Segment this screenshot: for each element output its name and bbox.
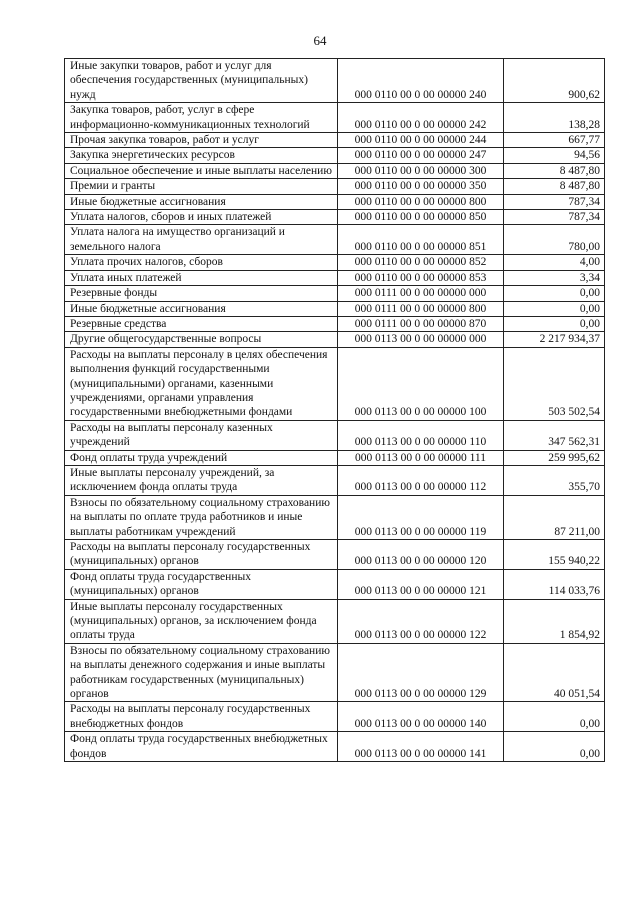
expense-name-cell: Иные бюджетные ассигнования xyxy=(65,301,338,316)
budget-code-cell: 000 0113 00 0 00 00000 120 xyxy=(338,540,504,570)
amount-cell: 114 033,76 xyxy=(504,569,605,599)
expense-name-cell: Взносы по обязательному социальному страхованию на выплаты по оплате труда работников и иные выплаты работникам учреждений xyxy=(65,495,338,539)
amount-cell: 259 995,62 xyxy=(504,450,605,465)
budget-code-cell: 000 0110 00 0 00 00000 244 xyxy=(338,133,504,148)
table-row xyxy=(65,569,605,599)
expense-name-cell: Другие общегосударственные вопросы xyxy=(65,332,338,347)
expense-name-cell: Иные выплаты персоналу учреждений, за исключением фонда оплаты труда xyxy=(65,465,338,495)
table-row xyxy=(65,347,605,420)
budget-code-cell: 000 0111 00 0 00 00000 000 xyxy=(338,286,504,301)
table-row xyxy=(65,702,605,732)
amount-cell: 155 940,22 xyxy=(504,540,605,570)
budget-code-cell: 000 0110 00 0 00 00000 850 xyxy=(338,210,504,225)
table-row xyxy=(65,179,605,194)
budget-code-cell: 000 0113 00 0 00 00000 112 xyxy=(338,465,504,495)
budget-table-body xyxy=(65,59,605,762)
amount-cell: 0,00 xyxy=(504,732,605,762)
table-row xyxy=(65,732,605,762)
budget-table xyxy=(64,58,605,762)
budget-code-cell: 000 0113 00 0 00 00000 100 xyxy=(338,347,504,420)
amount-cell: 787,34 xyxy=(504,194,605,209)
expense-name-cell: Расходы на выплаты персоналу государственных внебюджетных фондов xyxy=(65,702,338,732)
amount-cell: 0,00 xyxy=(504,702,605,732)
table-row xyxy=(65,599,605,643)
expense-name-cell: Расходы на выплаты персоналу государственных (муниципальных) органов xyxy=(65,540,338,570)
amount-cell: 0,00 xyxy=(504,301,605,316)
budget-code-cell: 000 0111 00 0 00 00000 870 xyxy=(338,316,504,331)
table-row xyxy=(65,301,605,316)
budget-code-cell: 000 0113 00 0 00 00000 110 xyxy=(338,420,504,450)
expense-name-cell: Резервные фонды xyxy=(65,286,338,301)
expense-name-cell: Уплата налогов, сборов и иных платежей xyxy=(65,210,338,225)
budget-code-cell: 000 0111 00 0 00 00000 800 xyxy=(338,301,504,316)
table-row xyxy=(65,133,605,148)
amount-cell: 40 051,54 xyxy=(504,643,605,702)
expense-name-cell: Закупка товаров, работ, услуг в сфере информационно-коммуникационных технологий xyxy=(65,103,338,133)
amount-cell: 0,00 xyxy=(504,316,605,331)
amount-cell: 900,62 xyxy=(504,59,605,103)
expense-name-cell: Уплата налога на имущество организаций и земельного налога xyxy=(65,225,338,255)
expense-name-cell: Взносы по обязательному социальному страхованию на выплаты денежного содержания и иные выплаты работникам государственных (муниципальных) органов xyxy=(65,643,338,702)
expense-name-cell: Фонд оплаты труда государственных (муниципальных) органов xyxy=(65,569,338,599)
amount-cell: 347 562,31 xyxy=(504,420,605,450)
amount-cell: 2 217 934,37 xyxy=(504,332,605,347)
budget-code-cell: 000 0110 00 0 00 00000 853 xyxy=(338,270,504,285)
table-row xyxy=(65,316,605,331)
budget-code-cell: 000 0113 00 0 00 00000 122 xyxy=(338,599,504,643)
table-row xyxy=(65,495,605,539)
budget-code-cell: 000 0110 00 0 00 00000 852 xyxy=(338,255,504,270)
table-row xyxy=(65,225,605,255)
budget-code-cell: 000 0110 00 0 00 00000 300 xyxy=(338,163,504,178)
amount-cell: 1 854,92 xyxy=(504,599,605,643)
expense-name-cell: Фонд оплаты труда учреждений xyxy=(65,450,338,465)
table-row xyxy=(65,270,605,285)
amount-cell: 780,00 xyxy=(504,225,605,255)
table-row xyxy=(65,210,605,225)
amount-cell: 4,00 xyxy=(504,255,605,270)
table-row xyxy=(65,465,605,495)
expense-name-cell: Иные бюджетные ассигнования xyxy=(65,194,338,209)
amount-cell: 94,56 xyxy=(504,148,605,163)
budget-code-cell: 000 0113 00 0 00 00000 119 xyxy=(338,495,504,539)
budget-code-cell: 000 0113 00 0 00 00000 121 xyxy=(338,569,504,599)
table-row xyxy=(65,540,605,570)
expense-name-cell: Расходы на выплаты персоналу в целях обеспечения выполнения функций государственными (муниципальными) органами, казенными учреждениями, органами управления государственными внебюджетными фондами xyxy=(65,347,338,420)
amount-cell: 0,00 xyxy=(504,286,605,301)
budget-code-cell: 000 0113 00 0 00 00000 129 xyxy=(338,643,504,702)
table-row xyxy=(65,420,605,450)
budget-code-cell: 000 0110 00 0 00 00000 247 xyxy=(338,148,504,163)
table-row xyxy=(65,332,605,347)
amount-cell: 503 502,54 xyxy=(504,347,605,420)
amount-cell: 355,70 xyxy=(504,465,605,495)
budget-code-cell: 000 0110 00 0 00 00000 800 xyxy=(338,194,504,209)
budget-code-cell: 000 0113 00 0 00 00000 000 xyxy=(338,332,504,347)
budget-code-cell: 000 0110 00 0 00 00000 851 xyxy=(338,225,504,255)
expense-name-cell: Прочая закупка товаров, работ и услуг xyxy=(65,133,338,148)
expense-name-cell: Премии и гранты xyxy=(65,179,338,194)
expense-name-cell: Уплата прочих налогов, сборов xyxy=(65,255,338,270)
table-row xyxy=(65,148,605,163)
table-row xyxy=(65,194,605,209)
budget-code-cell: 000 0110 00 0 00 00000 242 xyxy=(338,103,504,133)
expense-name-cell: Иные выплаты персоналу государственных (муниципальных) органов, за исключением фонда оплаты труда xyxy=(65,599,338,643)
amount-cell: 787,34 xyxy=(504,210,605,225)
budget-code-cell: 000 0113 00 0 00 00000 111 xyxy=(338,450,504,465)
expense-name-cell: Иные закупки товаров, работ и услуг для обеспечения государственных (муниципальных) нужд xyxy=(65,59,338,103)
table-row xyxy=(65,255,605,270)
expense-name-cell: Закупка энергетических ресурсов xyxy=(65,148,338,163)
expense-name-cell: Фонд оплаты труда государственных внебюджетных фондов xyxy=(65,732,338,762)
amount-cell: 138,28 xyxy=(504,103,605,133)
expense-name-cell: Социальное обеспечение и иные выплаты населению xyxy=(65,163,338,178)
table-row xyxy=(65,286,605,301)
budget-code-cell: 000 0110 00 0 00 00000 240 xyxy=(338,59,504,103)
budget-code-cell: 000 0110 00 0 00 00000 350 xyxy=(338,179,504,194)
amount-cell: 8 487,80 xyxy=(504,163,605,178)
amount-cell: 3,34 xyxy=(504,270,605,285)
expense-name-cell: Уплата иных платежей xyxy=(65,270,338,285)
budget-code-cell: 000 0113 00 0 00 00000 141 xyxy=(338,732,504,762)
table-row xyxy=(65,450,605,465)
page-number: 64 xyxy=(313,33,327,48)
expense-name-cell: Расходы на выплаты персоналу казенных учреждений xyxy=(65,420,338,450)
expense-name-cell: Резервные средства xyxy=(65,316,338,331)
amount-cell: 87 211,00 xyxy=(504,495,605,539)
table-row xyxy=(65,103,605,133)
table-row xyxy=(65,163,605,178)
table-row xyxy=(65,59,605,103)
amount-cell: 667,77 xyxy=(504,133,605,148)
budget-code-cell: 000 0113 00 0 00 00000 140 xyxy=(338,702,504,732)
table-row xyxy=(65,643,605,702)
amount-cell: 8 487,80 xyxy=(504,179,605,194)
